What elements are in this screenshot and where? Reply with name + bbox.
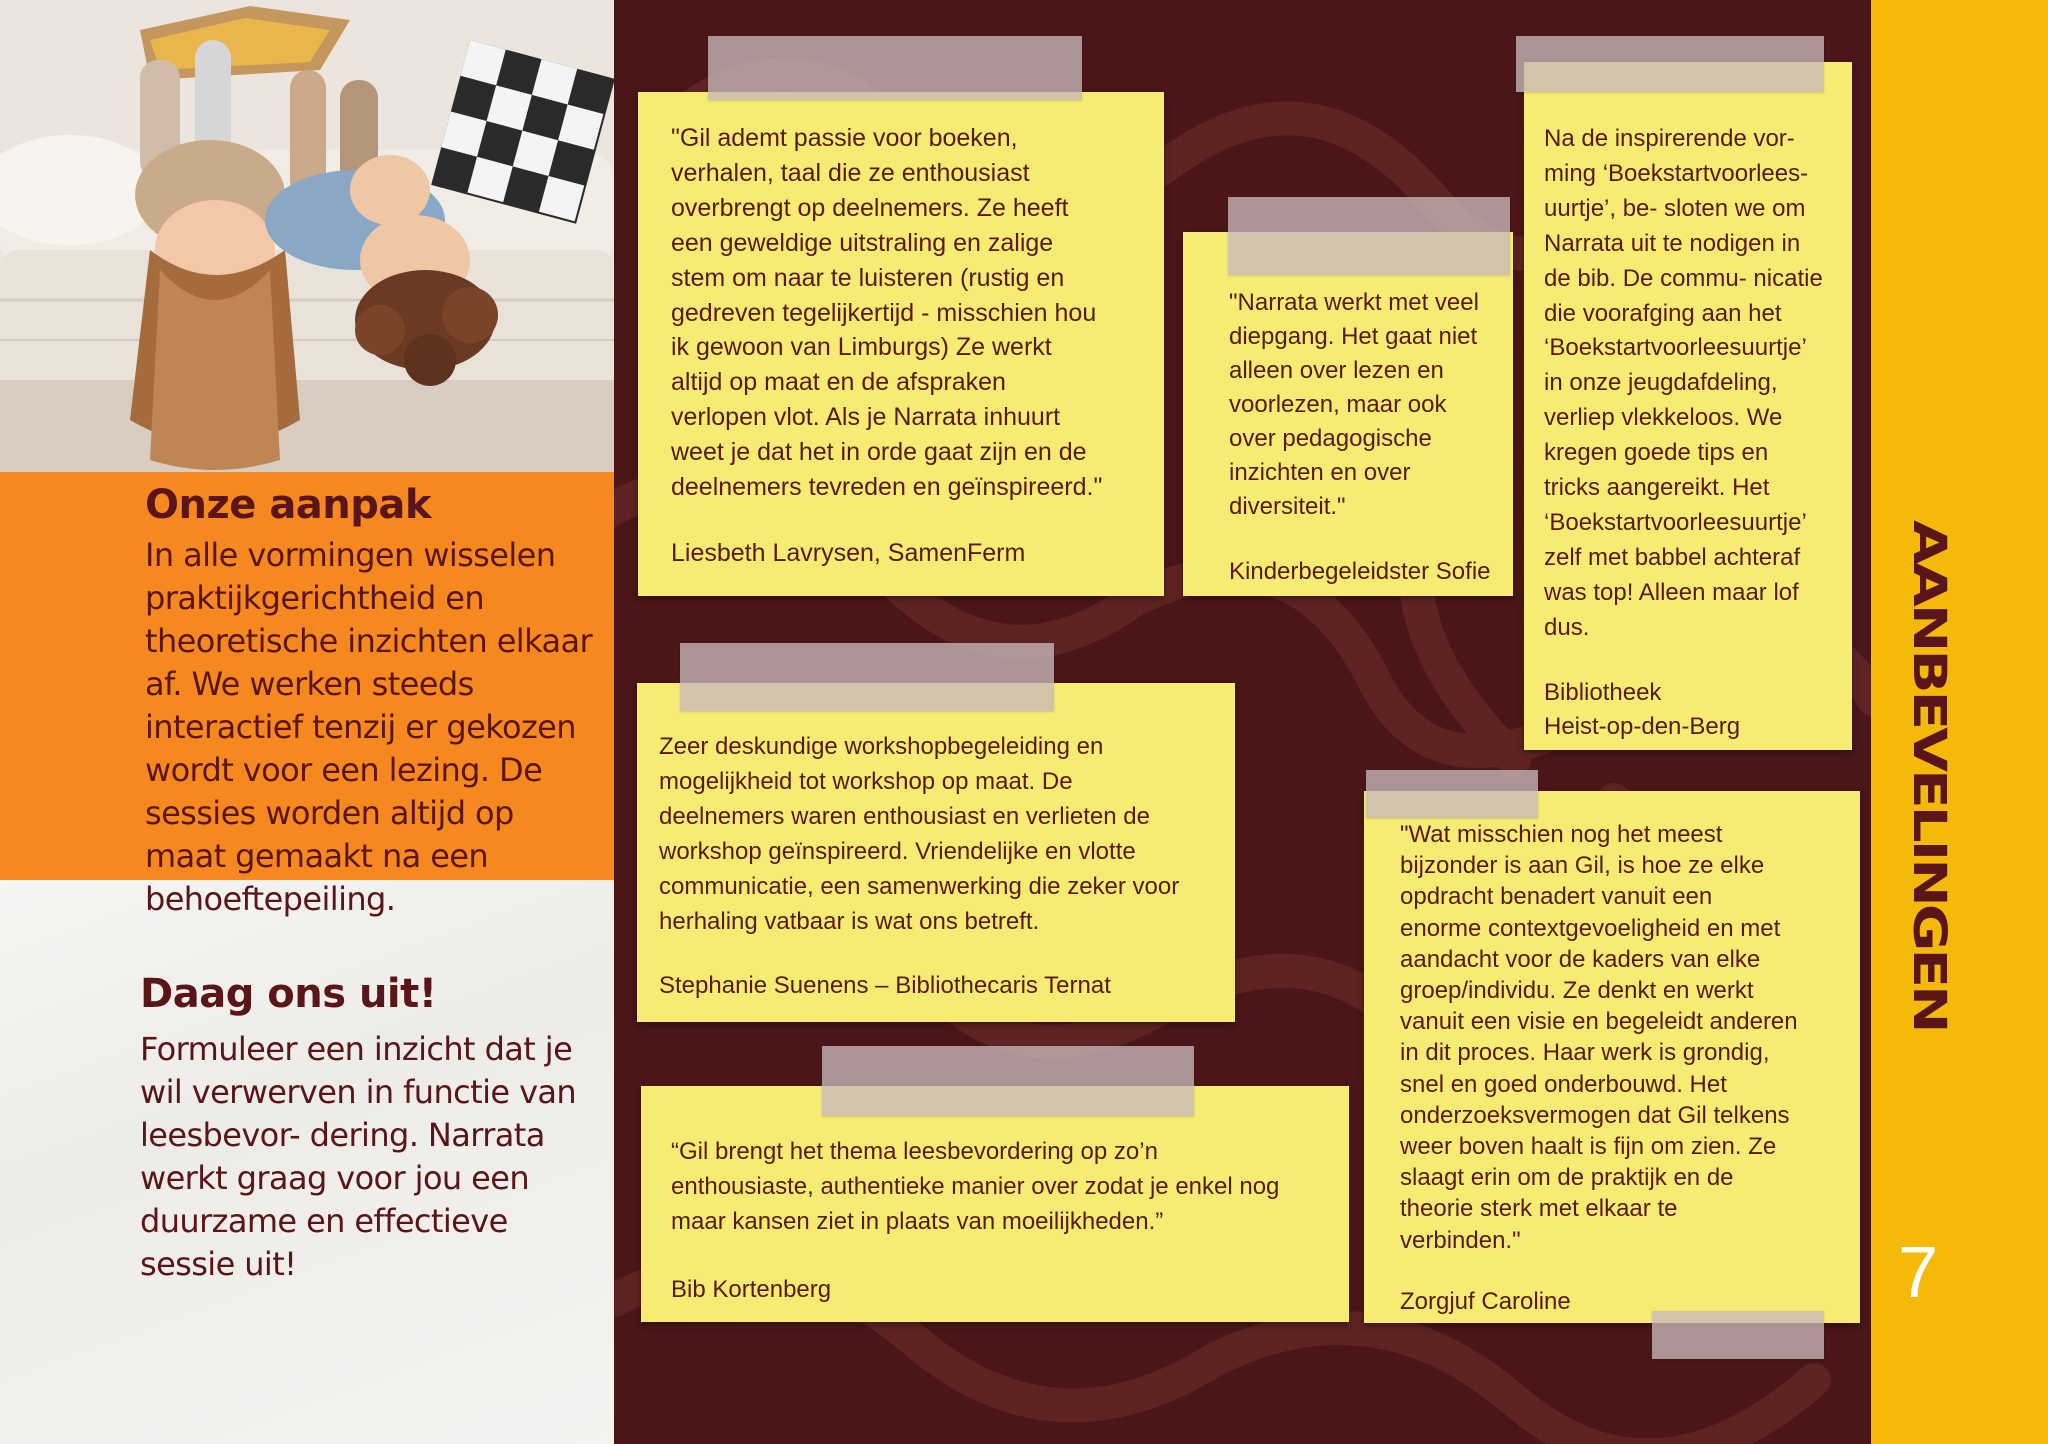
- right-strip: [1871, 0, 2048, 1444]
- testimonial-author: Zorgjuf Caroline: [1400, 1288, 1571, 1315]
- tape-strip: [822, 1046, 1194, 1116]
- testimonial-note-2: [1183, 232, 1513, 596]
- testimonial-note-1: [638, 92, 1164, 596]
- testimonial-quote: Na de inspirerende vor- ming ‘Boekstartvoorlees- uurtje’, be- sloten we om Narrata uit te nodigen in de bib. De commu- nicatie die voorafging aan het ‘Boekstartvoorleesuurtje’ in onze jeugdafdeling, verliep vlekkeloos. We kregen goede tips en tricks aangereikt. Het ‘Boekstartvoorleesuurtje’ zelf met babbel achteraf was top! Alleen maar lof dus.: [1544, 125, 1823, 641]
- testimonial-author: Bib Kortenberg: [671, 1276, 832, 1303]
- daag-text: Formuleer een inzicht dat je wil verwerven in functie van leesbevor- dering. Narrata werkt graag voor jou een duurzame en effectieve sessie uit!: [140, 1030, 577, 1283]
- testimonial-quote: "Wat misschien nog het meest bijzonder is aan Gil, is hoe ze elke opdracht benadert vanuit een enorme contextgevoeligheid en met aandacht voor de kaders van elke groep/individu. Ze denkt en werkt vanuit een visie en begeleidt anderen in dit proces. Haar werk is grondig, snel en goed onderbouwd. Het onderzoeksvermogen dat Gil telkens weer boven haalt is fijn om zien. Ze slaagt erin om de praktijk en de theorie sterk met elkaar te verbinden.": [1400, 821, 1798, 1254]
- testimonial-author: Kinderbegeleidster Sofie: [1229, 558, 1491, 585]
- testimonial-author: Stephanie Suenens – Bibliothecaris Ternat: [659, 972, 1111, 999]
- page-number: 7: [1897, 1233, 1939, 1313]
- tape-strip: [1228, 197, 1510, 275]
- testimonial-author: Liesbeth Lavrysen, SamenFerm: [671, 539, 1026, 567]
- testimonial-note-3: [1524, 62, 1852, 750]
- testimonial-quote: "Gil ademt passie voor boeken, verhalen, taal die ze enthousiast overbrengt op deelnemers. Ze heeft een geweldige uitstraling en zalige stem om naar te luisteren (rustig en gedreven tegelijkertijd - misschien hou ik gewoon van Limburgs) Ze werkt altijd op maat en de afspraken verlopen vlot. Als je Narrata inhuurt weet je dat het in orde gaat zijn en de deelnemers tevreden en geïnspireerd.": [671, 124, 1103, 502]
- testimonial-quote: Zeer deskundige workshopbegeleiding en mogelijkheid tot workshop op maat. De deelnemers waren enthousiast en verlieten de workshop geïnspireerd. Vriendelijke en vlotte communicatie, een samenwerking die zeker voor herhaling vatbaar is wat ons betreft.: [659, 733, 1180, 935]
- aanpak-title: Onze aanpak: [145, 482, 432, 528]
- tape-strip: [708, 36, 1082, 100]
- tape-strip: [680, 643, 1054, 711]
- testimonial-author: Bibliotheek Heist-op-den-Berg: [1544, 679, 1741, 740]
- daag-title: Daag ons uit!: [140, 971, 437, 1017]
- tape-strip: [1652, 1311, 1824, 1359]
- testimonial-quote: "Narrata werkt met veel diepgang. Het gaat niet alleen over lezen en voorlezen, maar ook over pedagogische inzichten en over diversiteit.": [1229, 289, 1479, 520]
- testimonial-quote: “Gil brengt het thema leesbevordering op zo’n enthousiaste, authentieke manier over zodat je enkel nog maar kansen ziet in plaats van moeilijkheden.”: [671, 1138, 1280, 1235]
- testimonial-note-5: [1364, 791, 1860, 1323]
- aanpak-text: In alle vormingen wisselen praktijkgerichtheid en theoretische inzichten elkaar af. We werken steeds interactief tenzij er gekozen wordt voor een lezing. De sessies worden altijd op maat gemaakt na een behoeftepeiling.: [145, 536, 593, 918]
- tape-strip: [1366, 770, 1538, 818]
- tape-strip: [1516, 36, 1824, 92]
- children-reading-illustration: [0, 0, 614, 478]
- left-column: [0, 0, 614, 1444]
- testimonial-note-6: [641, 1086, 1349, 1322]
- section-title-vertical: AANBEVELINGEN: [1903, 520, 1957, 1031]
- testimonial-note-4: [637, 683, 1235, 1022]
- photo-children-reading: [0, 0, 614, 478]
